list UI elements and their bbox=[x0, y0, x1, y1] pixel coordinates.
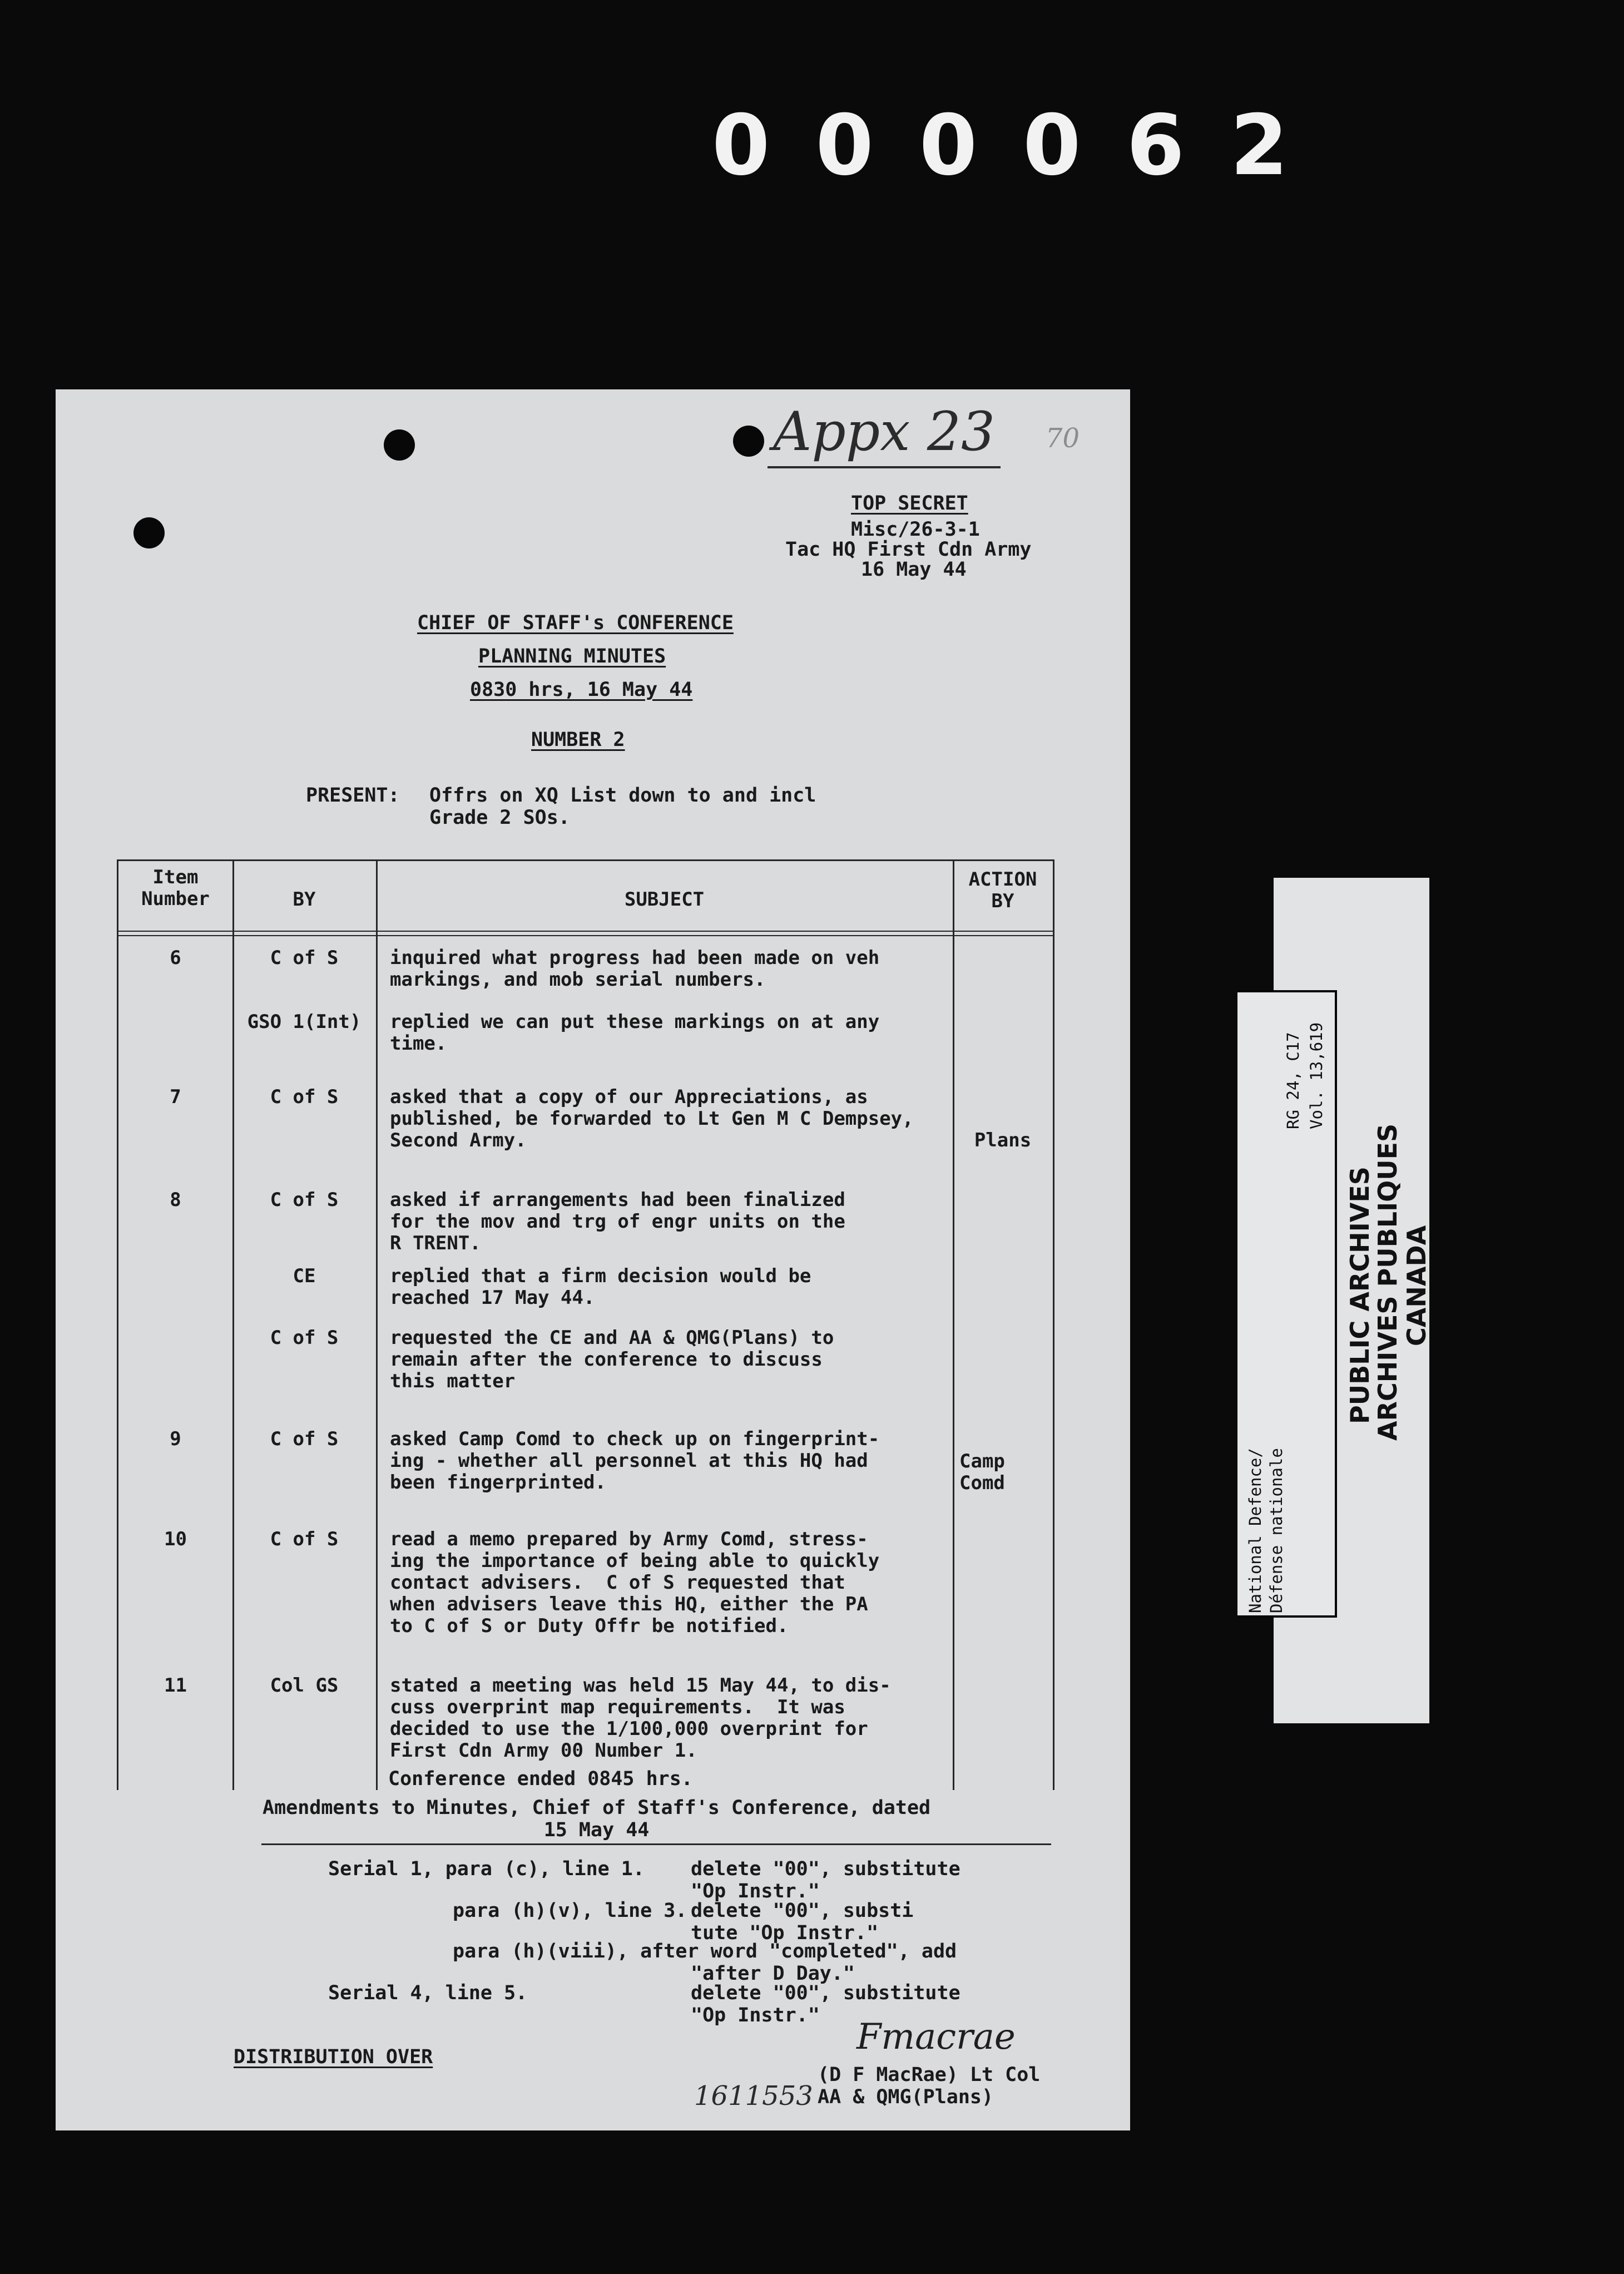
microfilm-frame-number: 000062 bbox=[712, 97, 1334, 194]
document-page bbox=[56, 389, 1130, 2130]
archives-title-fr: ARCHIVES PUBLIQUES bbox=[1373, 1123, 1403, 1441]
table-row-subject: asked that a copy of our Appreciations, as published, be forwarded to Lt Gen M C Dempsey, Second Army. bbox=[390, 1086, 914, 1151]
header-item-number: Item Number bbox=[141, 866, 210, 910]
document-title: CHIEF OF STAFF's CONFERENCE bbox=[417, 612, 734, 634]
distribution-note: DISTRIBUTION OVER bbox=[234, 2046, 433, 2068]
conference-end-note: Conference ended 0845 hrs. bbox=[388, 1768, 693, 1790]
table-row-subject: replied we can put these markings on at any time. bbox=[390, 1011, 880, 1055]
table-row-subject: stated a meeting was held 15 May 44, to dis- cuss overprint map requirements. It was decided to use the 1/100,000 overprint for First Cdn Army 00 Number 1. bbox=[390, 1674, 891, 1762]
amendment-ref: para (h)(v), line 3. bbox=[453, 1900, 687, 1922]
document-date: 16 May 44 bbox=[861, 558, 967, 581]
meeting-time: 0830 hrs, 16 May 44 bbox=[470, 679, 693, 701]
table-row-subject: asked if arrangements had been finalized for the mov and trg of engr units on the R TRENT. bbox=[390, 1189, 845, 1254]
table-row-item: 7 bbox=[170, 1086, 181, 1108]
archives-country: CANADA bbox=[1402, 1225, 1432, 1346]
amendment-ref: para (h)(viii), after word "completed", add bbox=[453, 1940, 957, 1962]
table-row-by: GSO 1(Int) bbox=[247, 1011, 362, 1033]
amendment-text: delete "00", substi tute "Op Instr." bbox=[691, 1900, 914, 1944]
table-row-subject: inquired what progress had been made on veh markings, and mob serial numbers. bbox=[390, 947, 880, 991]
table-row-by: Col GS bbox=[270, 1674, 339, 1697]
table-row-action: Camp Comd bbox=[959, 1450, 1005, 1494]
table-row-by: C of S bbox=[270, 1189, 339, 1211]
handwritten-reference-number: 1611553 bbox=[694, 2080, 813, 2112]
archives-title-en: PUBLIC ARCHIVES bbox=[1345, 1166, 1375, 1424]
minutes-table bbox=[117, 859, 1054, 1790]
handwritten-appendix-note: Appx 23 bbox=[768, 401, 1001, 468]
table-row-item: 10 bbox=[164, 1528, 187, 1550]
amendment-text: delete "00", substitute "Op Instr." bbox=[691, 1982, 960, 2026]
amendment-text: delete "00", substitute "Op Instr." bbox=[691, 1858, 960, 1902]
table-row-by: C of S bbox=[270, 947, 339, 969]
header-subject: SUBJECT bbox=[624, 888, 705, 911]
department-name-en: National Defence/ bbox=[1246, 1448, 1265, 1613]
present-text: Offrs on XQ List down to and incl Grade 2 SOs. bbox=[429, 784, 816, 829]
header-by: BY bbox=[293, 888, 316, 911]
punch-hole bbox=[133, 517, 165, 548]
amendment-text: "after D Day." bbox=[691, 1962, 855, 1985]
table-row-by: C of S bbox=[270, 1327, 339, 1349]
present-label: PRESENT: bbox=[306, 784, 400, 807]
amendments-title: Amendments to Minutes, Chief of Staff's Conference, dated 15 May 44 bbox=[263, 1797, 931, 1841]
table-row-item: 6 bbox=[170, 947, 181, 969]
signature-block: (D F MacRae) Lt Col AA & QMG(Plans) bbox=[818, 2064, 1041, 2108]
table-row-subject: replied that a firm decision would be reached 17 May 44. bbox=[390, 1265, 811, 1309]
table-row-action: Plans bbox=[974, 1129, 1032, 1151]
table-row-item: 9 bbox=[170, 1428, 181, 1450]
handwritten-signature: Fmacrae bbox=[856, 2016, 1016, 2058]
handwritten-page-mark: 70 bbox=[1046, 423, 1080, 454]
minutes-number: NUMBER 2 bbox=[531, 729, 625, 751]
amendments-divider bbox=[261, 1843, 1051, 1845]
punch-hole bbox=[733, 426, 764, 457]
table-row-by: C of S bbox=[270, 1428, 339, 1450]
archive-ref-1: RG 24, C17 bbox=[1284, 1032, 1303, 1129]
document-subtitle: PLANNING MINUTES bbox=[478, 645, 666, 668]
table-row-subject: read a memo prepared by Army Comd, stress- ing the importance of being able to quickly contact advisers. C of S requested that when advisers leave this HQ, either the PA to C of S or Duty Offr be notified. bbox=[390, 1528, 880, 1637]
table-row-subject: requested the CE and AA & QMG(Plans) to remain after the conference to discuss this matter bbox=[390, 1327, 834, 1392]
header-action-by: ACTION BY bbox=[968, 868, 1037, 912]
table-row-by: C of S bbox=[270, 1528, 339, 1550]
file-reference: Misc/26-3-1 bbox=[851, 518, 980, 541]
headquarters-line: Tac HQ First Cdn Army bbox=[785, 538, 1032, 561]
classification-label: TOP SECRET bbox=[851, 492, 968, 515]
amendment-ref: Serial 4, line 5. bbox=[328, 1982, 528, 2004]
table-row-by: C of S bbox=[270, 1086, 339, 1108]
archive-ref-2: Vol. 13,619 bbox=[1307, 1022, 1326, 1129]
table-row-by: CE bbox=[293, 1265, 316, 1287]
table-row-item: 11 bbox=[164, 1674, 187, 1697]
punch-hole bbox=[384, 429, 415, 461]
amendment-ref: Serial 1, para (c), line 1. bbox=[328, 1858, 645, 1880]
department-name-fr: Défense nationale bbox=[1267, 1448, 1286, 1613]
table-row-item: 8 bbox=[170, 1189, 181, 1211]
table-row-subject: asked Camp Comd to check up on fingerprint- ing - whether all personnel at this HQ had been fingerprinted. bbox=[390, 1428, 880, 1494]
